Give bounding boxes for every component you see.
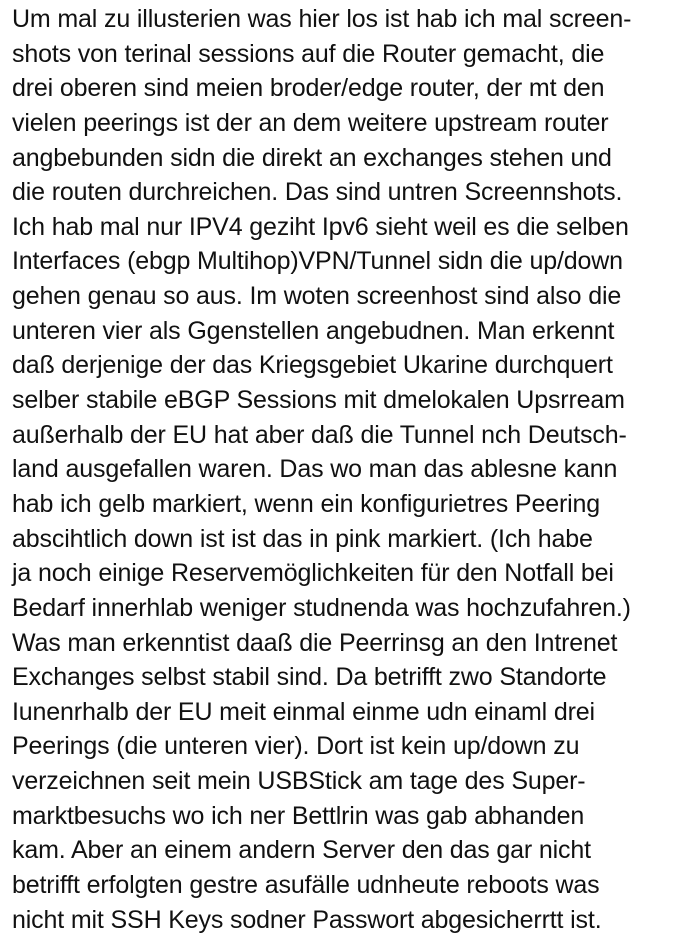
text-line: Bedarf innerhlab weniger studnenda was hochzufahren.) (12, 593, 631, 622)
text-line: Um mal zu illusterien was hier los ist hab ich mal screen- (12, 5, 632, 33)
text-line: unteren vier als Ggenstellen angebudnen. Man erkennt (12, 316, 615, 345)
text-line: ja noch einige Reservemöglichkeiten für den Notfall bei (12, 559, 614, 588)
text-line: drei oberen sind meien broder/edge router, der mt den (12, 74, 605, 103)
text-line: daß derjenige der das Kriegsgebiet Ukarine durchquert (12, 351, 613, 380)
text-line: Was man erkenntist daaß die Peerrinsg an den Intrenet (12, 628, 618, 657)
text-line: Interfaces (ebgp Multihop)VPN/Tunnel sidn die up/down (12, 247, 623, 276)
text-line: verzeichnen seit mein USBStick am tage des Super- (12, 767, 586, 796)
text-line: Peerings (die unteren vier). Dort ist kein up/down zu (12, 732, 580, 761)
text-line: angbebunden sidn die direkt an exchanges stehen und (12, 143, 612, 172)
text-line: nicht mit SSH Keys sodner Passwort abgesicherrtt ist. (12, 905, 602, 934)
text-line: betrifft erfolgten gestre asufälle udnheute reboots was (12, 871, 600, 900)
text-line: die routen durchreichen. Das sind untren Screennshots. (12, 178, 623, 207)
text-line: außerhalb der EU hat aber daß die Tunnel nch Deutsch- (12, 420, 627, 449)
text-line: land ausgefallen waren. Das wo man das ablesne kann (12, 455, 618, 484)
text-line: Ich hab mal nur IPV4 geziht Ipv6 sieht weil es die selben (12, 212, 629, 241)
text-line: vielen peerings ist der an dem weitere upstream router (12, 108, 609, 137)
text-line: gehen genau so aus. Im woten screenhost sind also die (12, 282, 622, 311)
body-text (12, 2, 680, 937)
text-line: shots von terinal sessions auf die Router gemacht, die (12, 39, 605, 68)
text-line: selber stabile eBGP Sessions mit dmelokalen Upsrream (12, 386, 625, 415)
text-line: marktbesuchs wo ich ner Bettlrin was gab abhanden (12, 801, 585, 830)
text-line: kam. Aber an einem andern Server den das gar nicht (12, 836, 591, 865)
text-line: hab ich gelb markiert, wenn ein konfigurietres Peering (12, 489, 601, 518)
text-line: abscihtlich down ist ist das in pink markiert. (Ich habe (12, 524, 593, 553)
text-line: Exchanges selbst stabil sind. Da betrifft zwo Standorte (12, 663, 607, 692)
text-line: Iunenrhalb der EU meit einmal einme udn einaml drei (12, 697, 595, 726)
